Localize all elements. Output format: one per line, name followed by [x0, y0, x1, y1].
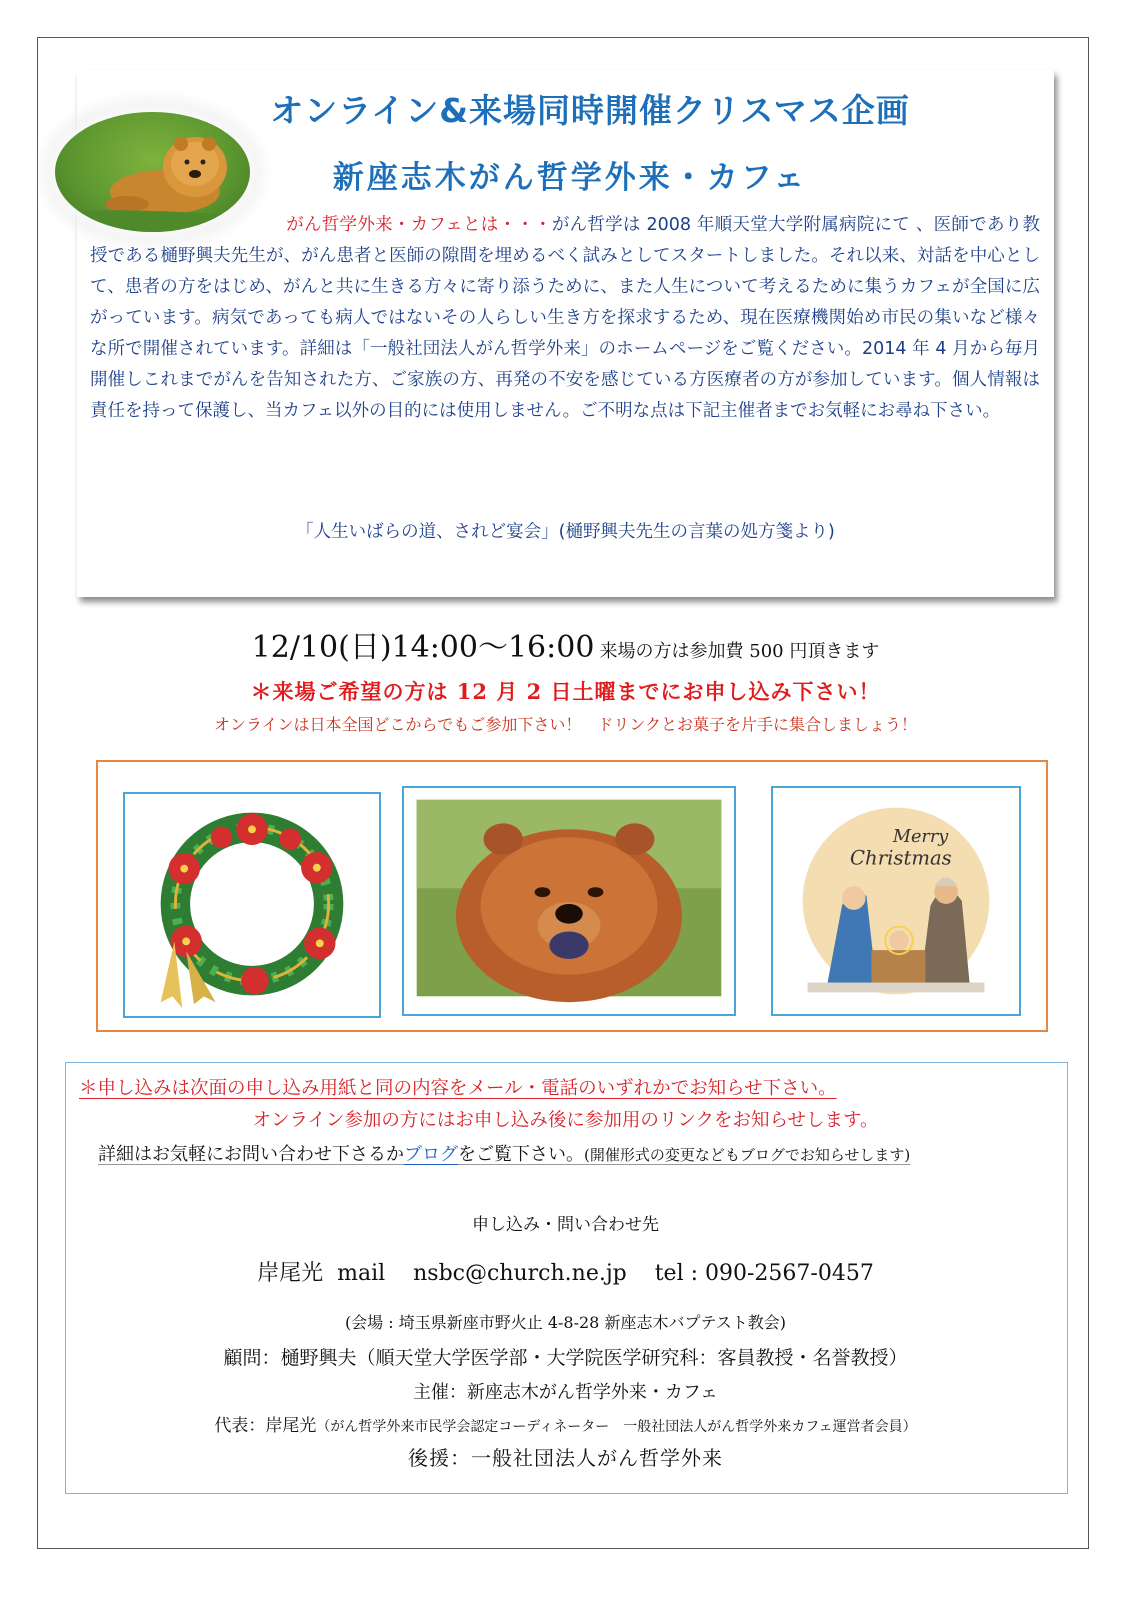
merry-christmas-text: Merry: [892, 827, 949, 848]
intro-lead: がん哲学外来・カフェとは・・・: [286, 215, 552, 235]
event-datetime-line: [0, 622, 1131, 666]
chow-chow-dog-icon: [404, 788, 734, 1014]
image-frame: [96, 760, 1048, 1032]
details-text-a: 詳細はお気軽にお問い合わせ下さるか: [98, 1144, 404, 1165]
dog-image: [402, 786, 736, 1016]
supporter: 後援：一般社団法人がん哲学外来: [408, 1446, 723, 1470]
apply-instruction: ＊申し込みは次面の申し込み用紙と同の内容をメール・電話のいずれかでお知らせ下さい。: [79, 1078, 837, 1099]
deadline-notice: ＊来場ご希望の方は 12 月 2 日土曜までにお申し込み下さい！: [250, 679, 881, 704]
details-small-note: (開催形式の変更などもブログでお知らせします): [584, 1146, 911, 1164]
online-link-notice: オンライン参加の方にはお申し込み後に参加用のリンクをお知らせします。: [252, 1110, 879, 1131]
event-fee: 来場の方は参加費 500 円頂きます: [599, 641, 880, 662]
christmas-wreath-icon: [125, 794, 379, 1016]
online-note: オンラインは日本全国どこからでもご参加下さい！ ドリンクとお菓子を片手に集合しましょう！: [213, 715, 918, 734]
venue-address: (会場 : 埼玉県新座市野火止 4-8-28 新座志木バプテスト教会): [344, 1313, 787, 1332]
details-text-b: をご覧下さい。: [458, 1144, 584, 1165]
advisor: 顧問：樋野興夫（順天堂大学医学部・大学院医学研究科：客員教授・名誉教授）: [223, 1347, 908, 1369]
christmas-script-text: Christmas: [850, 846, 952, 870]
intro-quote: 「人生いばらの道、されど宴会」(樋野興夫先生の言葉の処方箋より): [296, 522, 835, 542]
intro-paragraph: [90, 210, 1040, 427]
blog-link[interactable]: ブログ: [404, 1144, 458, 1165]
organizer: 主催：新座志木がん哲学外来・カフェ: [412, 1382, 719, 1403]
event-datetime: 12/10(日)14:00～16:00: [251, 630, 595, 665]
contact-heading: 申し込み・問い合わせ先: [472, 1215, 659, 1235]
nativity-scene-icon: [773, 788, 1019, 1014]
title-sub: 新座志木がん哲学外来・カフェ: [332, 160, 808, 196]
intro-lead-rest: がん哲学は 2008 年順天堂大学附属病院にて 、: [551, 215, 934, 235]
representative: [0, 1411, 1131, 1436]
rep-label: 代表：岸尾光: [214, 1416, 317, 1436]
rep-detail: （がん哲学外来市民学会認定コーディネーター 一般社団法人がん哲学外来カフェ運営者会員）: [316, 1419, 917, 1435]
title-main: オンライン&来場同時開催クリスマス企画: [270, 91, 910, 130]
intro-body: 医師であり教授である樋野興夫先生が、がん患者と医師の隙間を埋めるべく試みとしてスタートしました。それ以来、対話を中心として、患者の方をはじめ、がんと共に生きる方々に寄り添うために、また人生について考えるために集うカフェが全国に広がっています。病気であっても病人ではないその人らしい生き方を探求するため、現在医療機関始め市民の集いなど様々な所で開催されています。詳細は「一般社団法人がん哲学外来」のホームページをご覧ください。2014 年 4 月から毎月開催しこれまでがんを告知された方、ご家族の方、再発の不安を感じている方医療者の方が参加しています。個人情報は責任を持って保護し、当カフェ以外の目的には使用しません。ご不明な点は下記主催者までお気軽にお尋ね下さい。: [90, 215, 1040, 421]
nativity-image: [771, 786, 1021, 1016]
contact-line: 岸尾光 mail nsbc@church.ne.jp tel : 090-2567-0457: [257, 1261, 874, 1286]
wreath-image: [123, 792, 381, 1018]
details-line: [98, 1140, 1058, 1166]
